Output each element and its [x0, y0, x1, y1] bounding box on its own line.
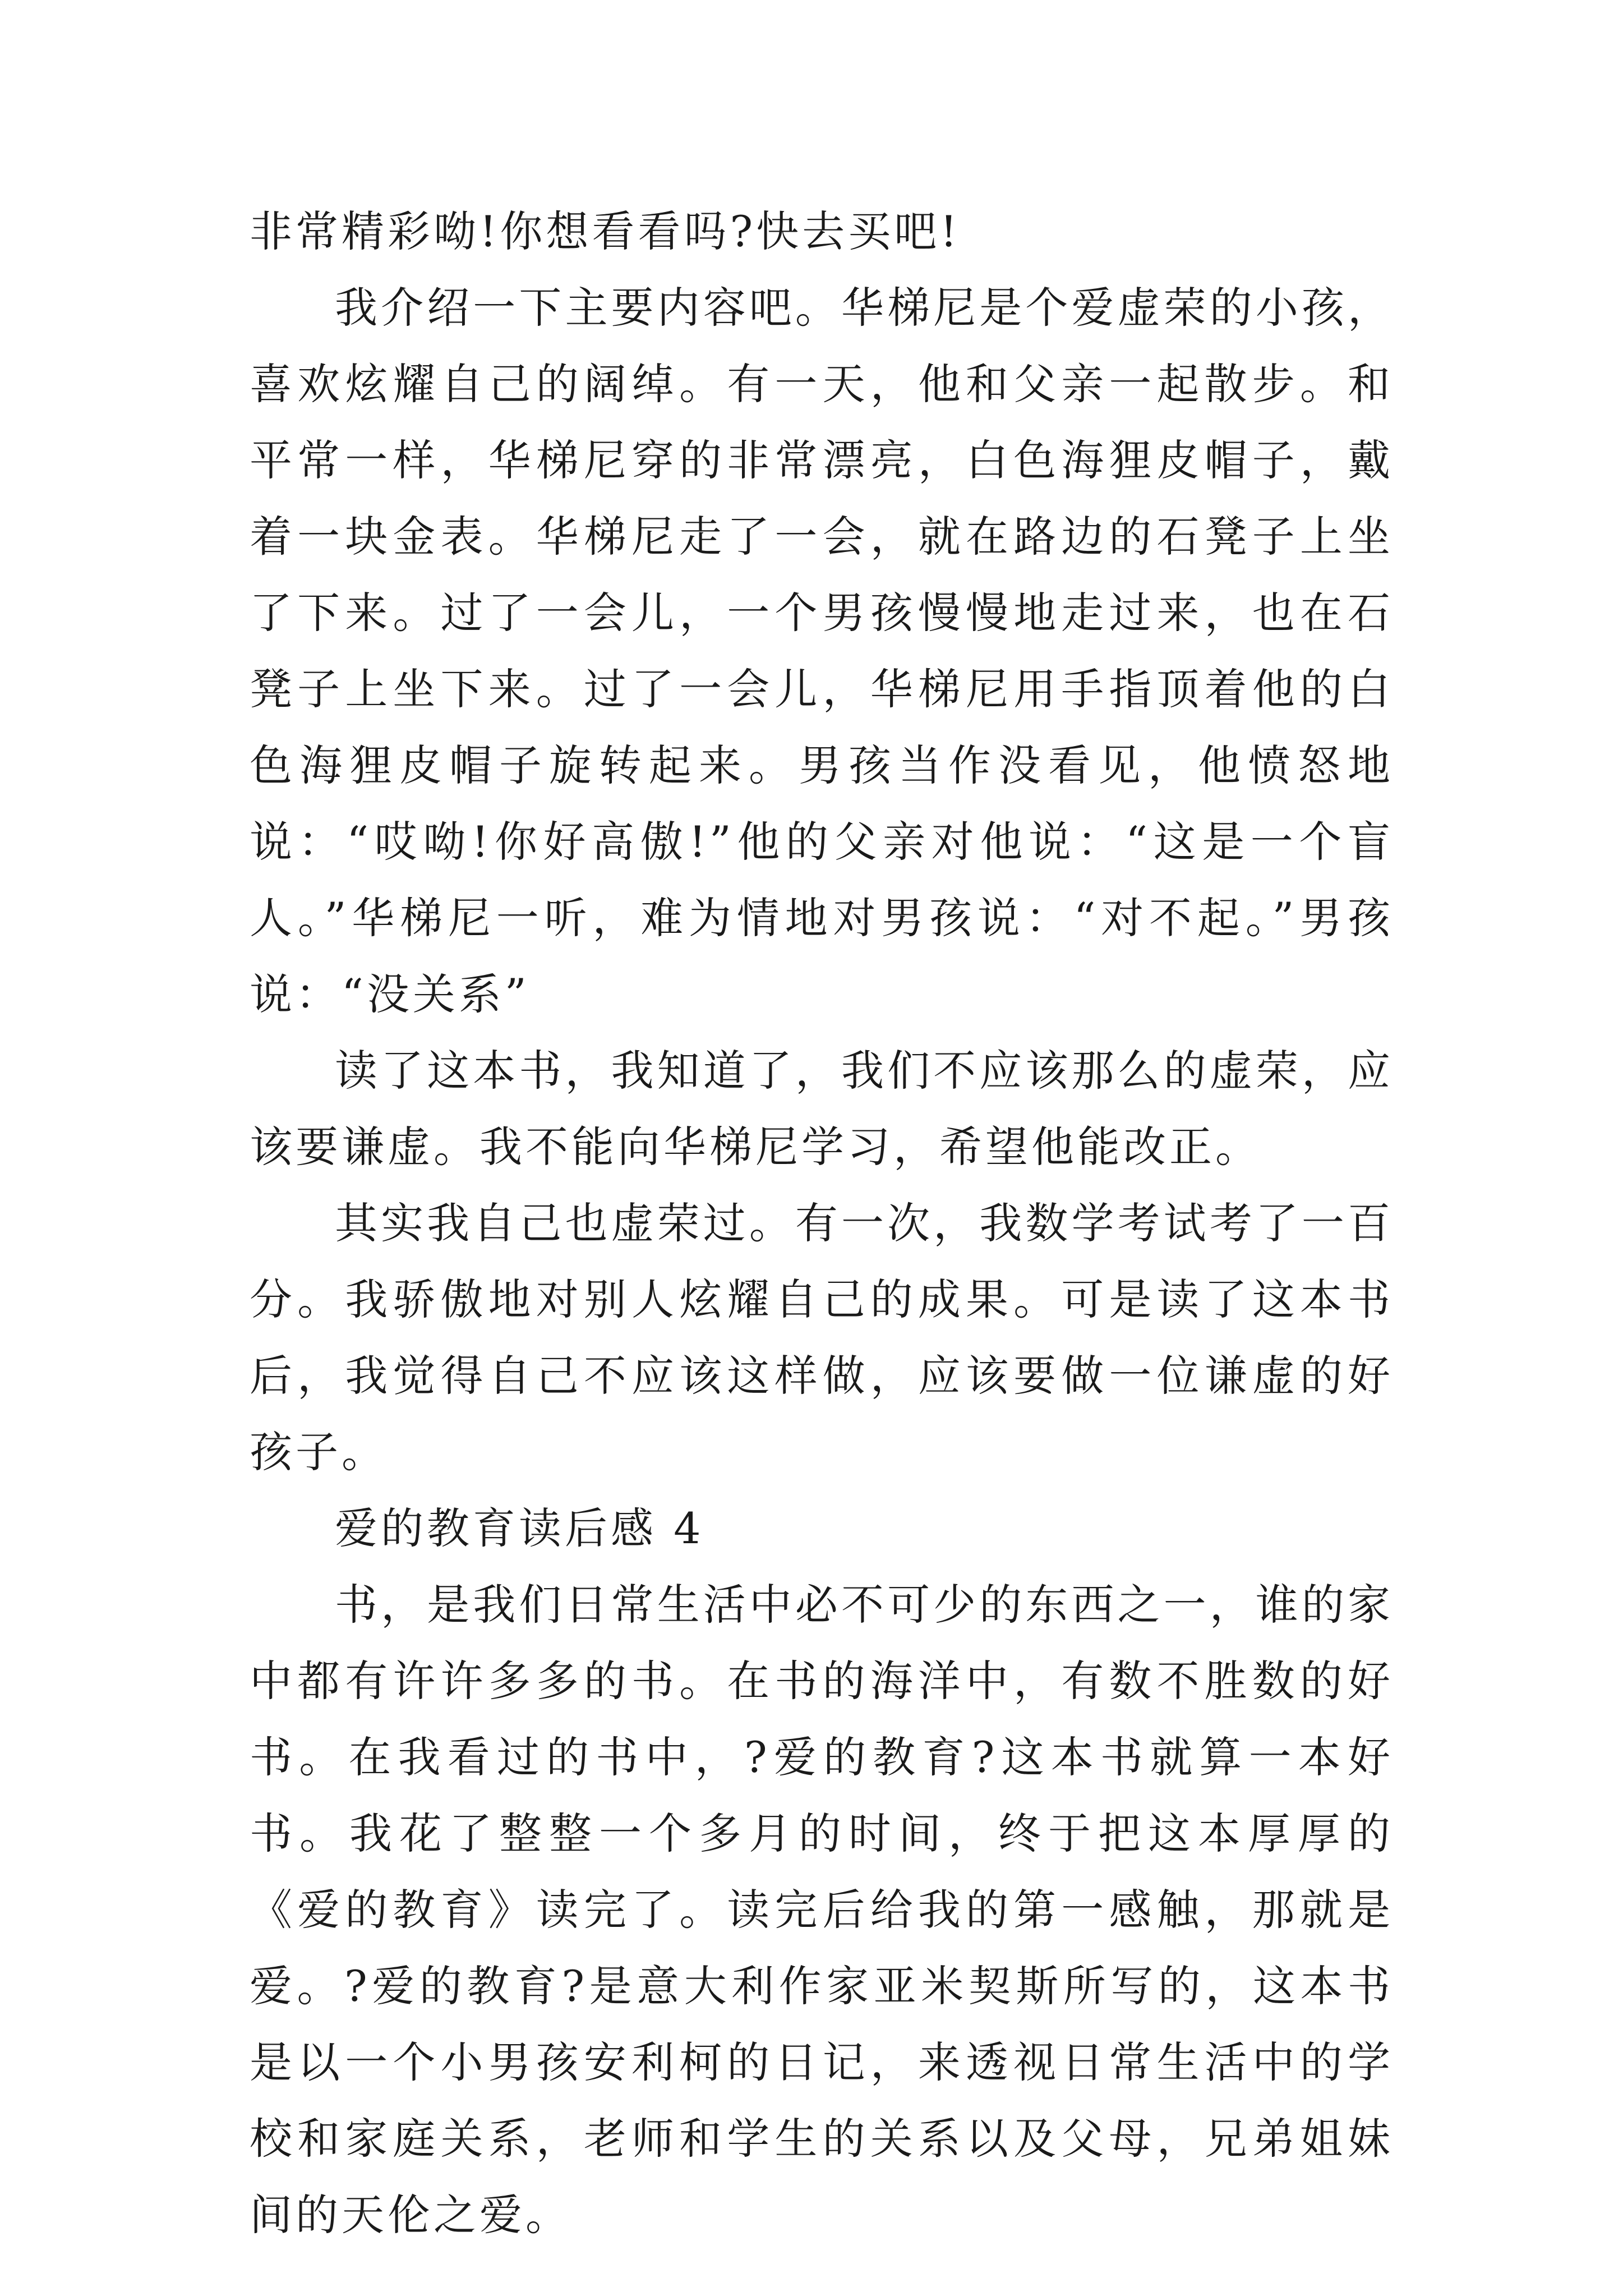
- paragraph-reflection: 读了这本书，我知道了，我们不应该那么的虚荣，应该要谦虚。我不能向华梯尼学习，希望他能改正。: [250, 1046, 1394, 1172]
- paragraph-personal-experience: 其实我自己也虚荣过。有一次，我数学考试考了一百分。我骄傲地对别人炫耀自己的成果。可是读了这本书后，我觉得自己不应该这样做，应该要做一位谦虚的好孩子。: [250, 1198, 1394, 1477]
- paragraph-book-introduction: 书，是我们日常生活中必不可少的东西之一，谁的家中都有许许多多的书。在书的海洋中，有数不胜数的好书。在我看过的书中，?爱的教育?这本书就算一本好书。我花了整整一个多月的时间，终于把这本厚厚的《爱的教育》读完了。读完后给我的第一感触，那就是爱。?爱的教育?是意大利作家亚米契斯所写的，这本书是以一个小男孩安利柯的日记，来透视日常生活中的学校和家庭关系，老师和学生的关系以及父母，兄弟姐妹间的天伦之爱。: [250, 1580, 1394, 2240]
- section-heading: 爱的教育读后感 4: [335, 1503, 704, 1553]
- paragraph-story-summary: 我介绍一下主要内容吧。华梯尼是个爱虚荣的小孩，喜欢炫耀自己的阔绰。有一天，他和父亲一起散步。和平常一样，华梯尼穿的非常漂亮，白色海狸皮帽子，戴着一块金表。华梯尼走了一会，就在路边的石凳子上坐了下来。过了一会儿，一个男孩慢慢地走过来，也在石凳子上坐下来。过了一会儿，华梯尼用手指顶着他的白色海狸皮帽子旋转起来。男孩当作没看见，他愤怒地说：“哎呦!你好高傲!”他的父亲对他说：“这是一个盲人。”华梯尼一听，难为情地对男孩说：“对不起。”男孩说：“没关系”: [250, 283, 1394, 1019]
- paragraph-continuation: 非常精彩呦!你想看看吗?快去买吧!: [250, 206, 961, 256]
- document-body: [250, 194, 1394, 2253]
